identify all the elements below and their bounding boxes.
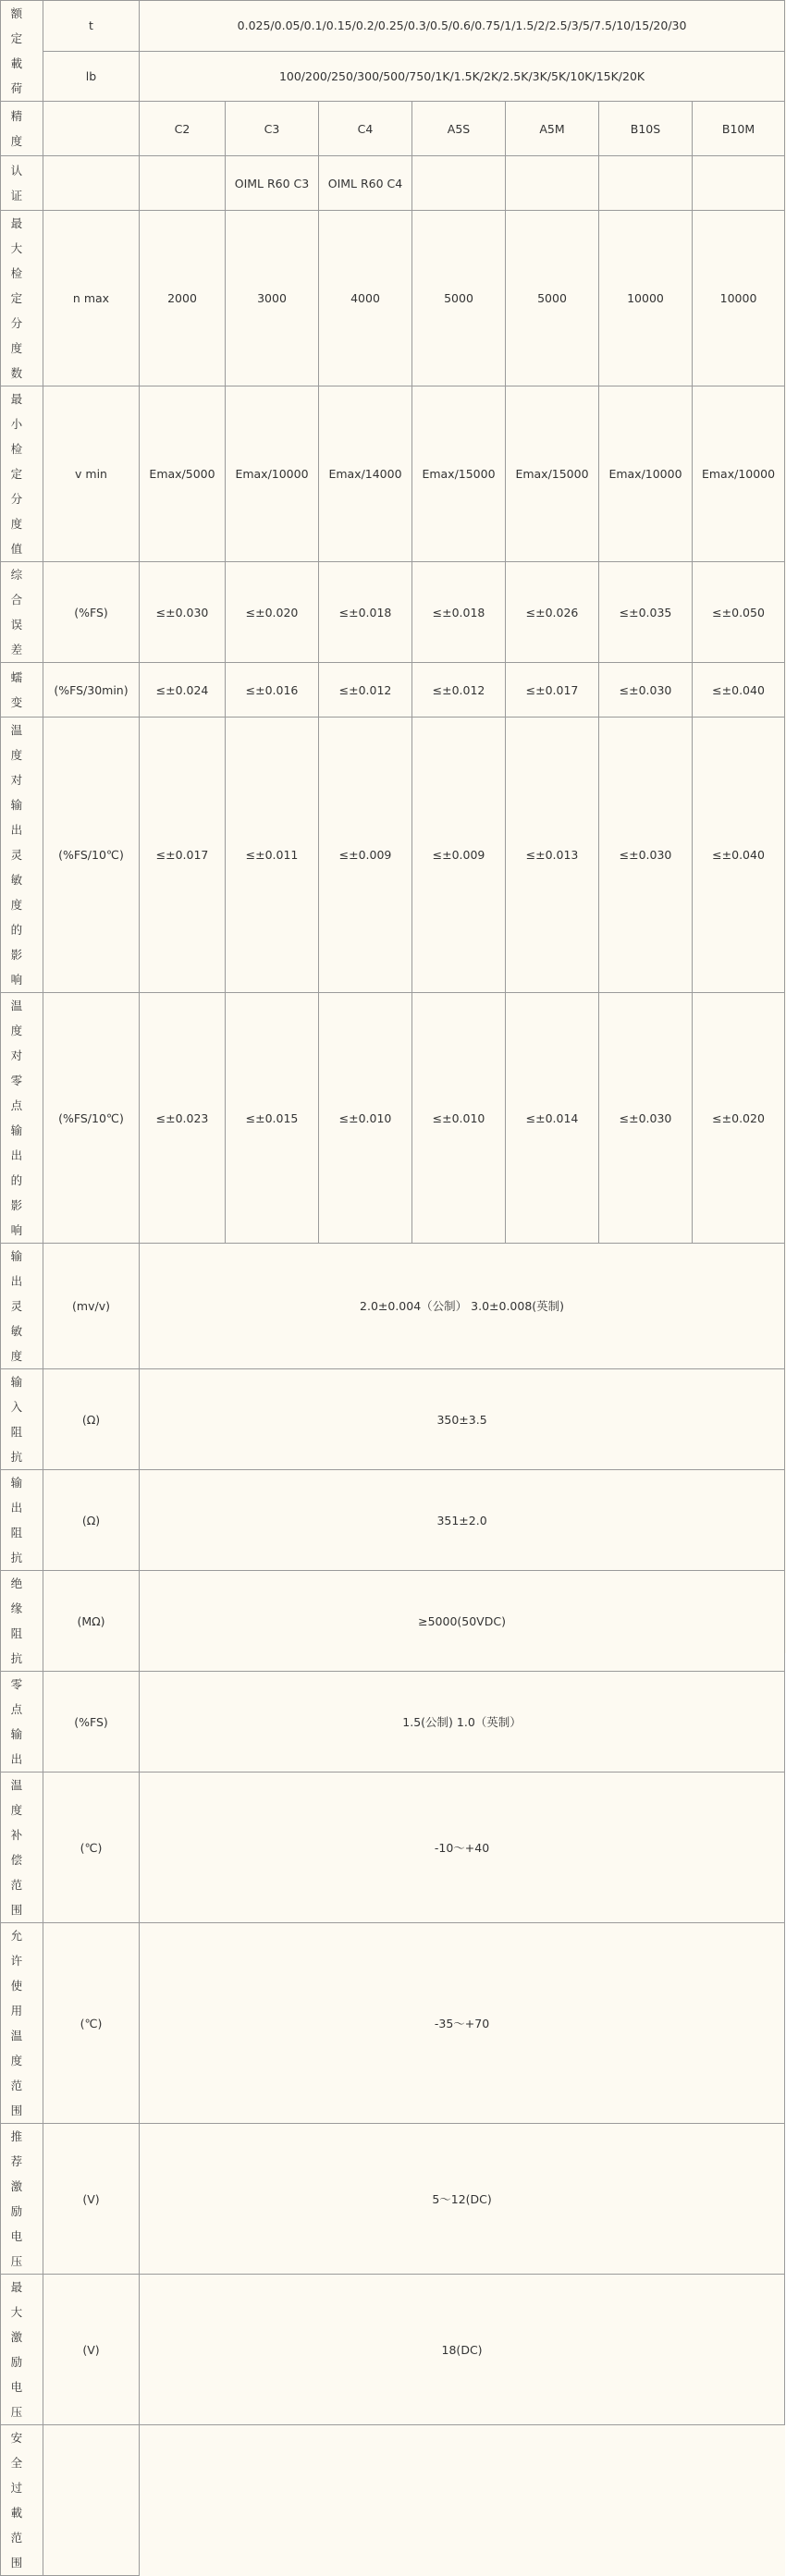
min-division-a5m: Emax/15000	[506, 386, 599, 562]
max-excitation-row	[1, 2275, 785, 2425]
max-divisions-a5m: 5000	[506, 211, 599, 386]
temp-effect-zero-row	[1, 993, 785, 1244]
rated-load-values-lb: 100/200/250/300/500/750/1K/1.5K/2K/2.5K/3K/5K/10K/15K/20K	[140, 51, 785, 102]
creep-a5m: ≤±0.017	[506, 663, 599, 718]
input-resistance-row	[1, 1369, 785, 1470]
max-divisions-label: 最大检定分度数	[1, 211, 43, 386]
temp-effect-sensitivity-c3: ≤±0.011	[226, 718, 319, 993]
temp-effect-sensitivity-unit: (%FS/10℃)	[43, 718, 140, 993]
accuracy-row	[1, 102, 785, 156]
certification-unit	[43, 156, 140, 211]
certification-row	[1, 156, 785, 211]
temp-compensation-unit: (℃)	[43, 1773, 140, 1923]
creep-row	[1, 663, 785, 718]
rated-load-row-t	[1, 1, 785, 52]
combined-error-c4: ≤±0.018	[319, 562, 412, 663]
creep-b10s: ≤±0.030	[599, 663, 693, 718]
temp-effect-zero-b10m: ≤±0.020	[693, 993, 785, 1244]
output-sensitivity-unit: (mv/v)	[43, 1244, 140, 1369]
accuracy-unit	[43, 102, 140, 156]
min-division-label: 最小检定分度值	[1, 386, 43, 562]
max-divisions-b10m: 10000	[693, 211, 785, 386]
operating-temp-row	[1, 1923, 785, 2124]
combined-error-row	[1, 562, 785, 663]
rated-load-values-t: 0.025/0.05/0.1/0.15/0.2/0.25/0.3/0.5/0.6/0.75/1/1.5/2/2.5/3/5/7.5/10/15/20/30	[140, 1, 785, 52]
input-resistance-label: 输入阻抗	[1, 1369, 43, 1470]
max-excitation-unit: (V)	[43, 2275, 140, 2425]
output-resistance-unit: (Ω)	[43, 1470, 140, 1571]
certification-a5m	[506, 156, 599, 211]
insulation-resistance-label: 绝缘阻抗	[1, 1571, 43, 1672]
accuracy-c4: C4	[319, 102, 412, 156]
min-division-unit: v min	[43, 386, 140, 562]
max-excitation-value: 18(DC)	[140, 2275, 785, 2425]
max-divisions-row	[1, 211, 785, 386]
temp-effect-sensitivity-a5s: ≤±0.009	[412, 718, 506, 993]
max-divisions-b10s: 10000	[599, 211, 693, 386]
insulation-resistance-unit: (MΩ)	[43, 1571, 140, 1672]
zero-output-value: 1.5(公制) 1.0（英制）	[140, 1672, 785, 1773]
temp-effect-sensitivity-b10s: ≤±0.030	[599, 718, 693, 993]
safe-overload-label: 安全过載范围	[1, 2425, 43, 2576]
creep-label: 蠕变	[1, 663, 43, 718]
max-divisions-a5s: 5000	[412, 211, 506, 386]
safe-overload-row	[1, 2425, 785, 2576]
insulation-resistance-value: ≥5000(50VDC)	[140, 1571, 785, 1672]
min-division-row	[1, 386, 785, 562]
combined-error-b10m: ≤±0.050	[693, 562, 785, 663]
rated-load-unit-lb: lb	[43, 51, 140, 102]
min-division-c3: Emax/10000	[226, 386, 319, 562]
output-sensitivity-value: 2.0±0.004（公制） 3.0±0.008(英制)	[140, 1244, 785, 1369]
output-sensitivity-label: 输出灵敏度	[1, 1244, 43, 1369]
temp-effect-zero-c4: ≤±0.010	[319, 993, 412, 1244]
creep-b10m: ≤±0.040	[693, 663, 785, 718]
recommended-excitation-label: 推荐激励电压	[1, 2124, 43, 2275]
safe-overload-value	[140, 2425, 785, 2576]
max-divisions-c4: 4000	[319, 211, 412, 386]
certification-b10m	[693, 156, 785, 211]
zero-output-row	[1, 1672, 785, 1773]
temp-effect-sensitivity-c4: ≤±0.009	[319, 718, 412, 993]
certification-c4: OIML R60 C4	[319, 156, 412, 211]
combined-error-unit: (%FS)	[43, 562, 140, 663]
certification-label: 认证	[1, 156, 43, 211]
combined-error-c3: ≤±0.020	[226, 562, 319, 663]
max-excitation-label: 最大激励电压	[1, 2275, 43, 2425]
safe-overload-unit	[43, 2425, 140, 2576]
temp-effect-zero-label: 温度对零点输出的影响	[1, 993, 43, 1244]
certification-c2	[140, 156, 226, 211]
combined-error-label: 综合误差	[1, 562, 43, 663]
combined-error-a5s: ≤±0.018	[412, 562, 506, 663]
creep-a5s: ≤±0.012	[412, 663, 506, 718]
creep-c3: ≤±0.016	[226, 663, 319, 718]
output-sensitivity-row	[1, 1244, 785, 1369]
input-resistance-value: 350±3.5	[140, 1369, 785, 1470]
combined-error-a5m: ≤±0.026	[506, 562, 599, 663]
output-resistance-value: 351±2.0	[140, 1470, 785, 1571]
rated-load-row-lb	[1, 51, 785, 102]
accuracy-c3: C3	[226, 102, 319, 156]
temp-effect-sensitivity-c2: ≤±0.017	[140, 718, 226, 993]
recommended-excitation-unit: (V)	[43, 2124, 140, 2275]
rated-load-label: 额定載荷	[1, 1, 43, 102]
temp-effect-sensitivity-row	[1, 718, 785, 993]
max-divisions-c3: 3000	[226, 211, 319, 386]
max-divisions-unit: n max	[43, 211, 140, 386]
accuracy-label: 精度	[1, 102, 43, 156]
certification-c3: OIML R60 C3	[226, 156, 319, 211]
creep-c4: ≤±0.012	[319, 663, 412, 718]
min-division-b10s: Emax/10000	[599, 386, 693, 562]
temp-compensation-value: -10～+40	[140, 1773, 785, 1923]
creep-unit: (%FS/30min)	[43, 663, 140, 718]
certification-b10s	[599, 156, 693, 211]
max-divisions-c2: 2000	[140, 211, 226, 386]
rated-load-unit-t: t	[43, 1, 140, 52]
output-resistance-label: 输出阻抗	[1, 1470, 43, 1571]
operating-temp-unit: (℃)	[43, 1923, 140, 2124]
temp-compensation-row	[1, 1773, 785, 1923]
temp-compensation-label: 温度补偿范围	[1, 1773, 43, 1923]
temp-effect-zero-b10s: ≤±0.030	[599, 993, 693, 1244]
combined-error-c2: ≤±0.030	[140, 562, 226, 663]
recommended-excitation-row	[1, 2124, 785, 2275]
accuracy-a5m: A5M	[506, 102, 599, 156]
min-division-c2: Emax/5000	[140, 386, 226, 562]
combined-error-b10s: ≤±0.035	[599, 562, 693, 663]
creep-c2: ≤±0.024	[140, 663, 226, 718]
accuracy-b10m: B10M	[693, 102, 785, 156]
certification-a5s	[412, 156, 506, 211]
zero-output-label: 零点输出	[1, 1672, 43, 1773]
operating-temp-value: -35～+70	[140, 1923, 785, 2124]
temp-effect-sensitivity-b10m: ≤±0.040	[693, 718, 785, 993]
insulation-resistance-row	[1, 1571, 785, 1672]
output-resistance-row	[1, 1470, 785, 1571]
min-division-c4: Emax/14000	[319, 386, 412, 562]
operating-temp-label: 允许使用温度范围	[1, 1923, 43, 2124]
accuracy-b10s: B10S	[599, 102, 693, 156]
accuracy-a5s: A5S	[412, 102, 506, 156]
temp-effect-zero-c2: ≤±0.023	[140, 993, 226, 1244]
temp-effect-zero-a5m: ≤±0.014	[506, 993, 599, 1244]
zero-output-unit: (%FS)	[43, 1672, 140, 1773]
input-resistance-unit: (Ω)	[43, 1369, 140, 1470]
temp-effect-zero-a5s: ≤±0.010	[412, 993, 506, 1244]
min-division-b10m: Emax/10000	[693, 386, 785, 562]
temp-effect-zero-unit: (%FS/10℃)	[43, 993, 140, 1244]
min-division-a5s: Emax/15000	[412, 386, 506, 562]
temp-effect-zero-c3: ≤±0.015	[226, 993, 319, 1244]
recommended-excitation-value: 5～12(DC)	[140, 2124, 785, 2275]
temp-effect-sensitivity-label: 温度对输出灵敏度的影响	[1, 718, 43, 993]
temp-effect-sensitivity-a5m: ≤±0.013	[506, 718, 599, 993]
accuracy-c2: C2	[140, 102, 226, 156]
